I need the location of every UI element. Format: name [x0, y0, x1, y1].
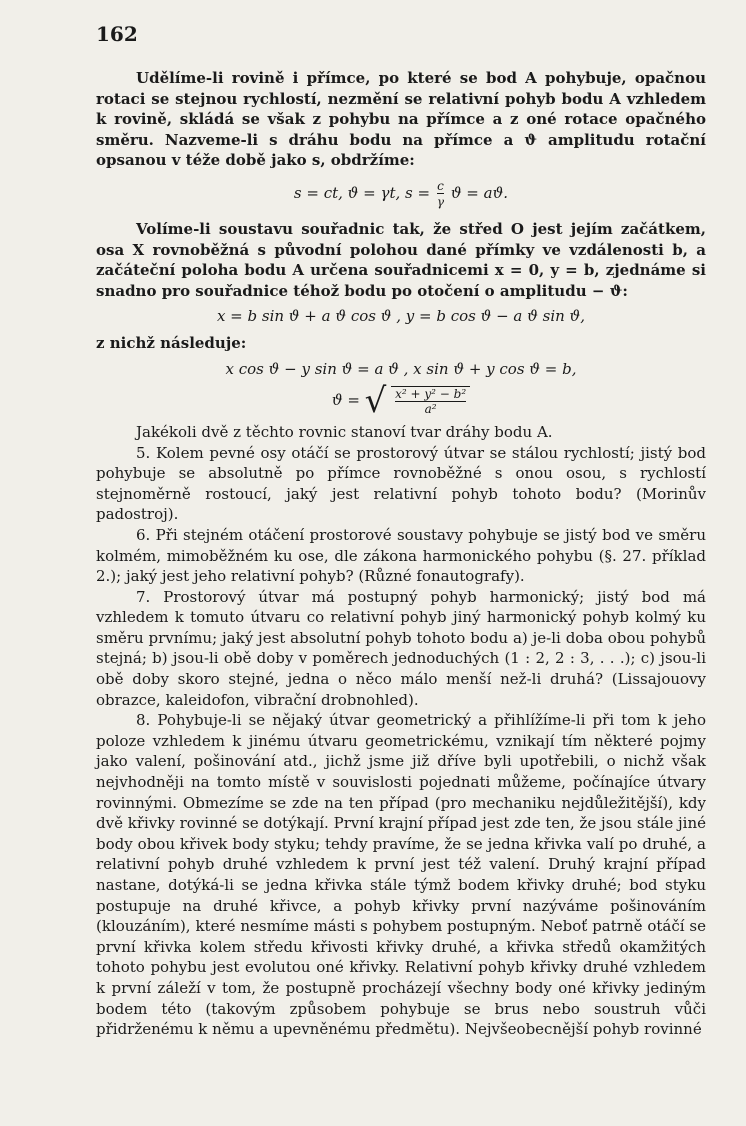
- equation-1-fraction: [437, 179, 444, 209]
- paragraph-intro: Udělíme-li rovině i přímce, po které se bod A pohybuje, opačnou rotaci se stejnou rychlostí, nezmění se relativní pohyb bodu A vzhledem k rovině, skládá se však z pohybu na přímce a z oné rotace opačného směru. Nazveme-li s dráhu bodu na přímce a ϑ amplitudu rotační opsanou v téže době jako s, obdržíme:: [96, 69, 706, 170]
- sqrt-icon: √: [364, 380, 387, 421]
- equation-1-left: s = ct, ϑ = γt, s =: [293, 183, 431, 202]
- equation-4-left: ϑ =: [331, 390, 360, 409]
- paragraph-following: z nichž následuje:: [96, 334, 247, 353]
- paragraph-summary: Jakékoli dvě z těchto rovnic stanoví tvar dráhy bodu A.: [136, 422, 553, 441]
- page-text: [96, 68, 706, 1040]
- equation-1: [96, 179, 706, 209]
- equation-4-radical: [364, 380, 470, 421]
- equation-4-radicand: [391, 386, 470, 416]
- paragraph-exercise-8: 8. Pohybuje-li se nějaký útvar geometrický a přihlížíme-li při tom k jeho poloze vzhledem k jinému útvaru geometrickému, vznikají tím některé pojmy jako valení, pošinování atd., jichž jsme již dříve byli upotřebili, o nichž však nejvhodněji na tomto místě v souvislosti pojednati můžeme, počínajíce útvary rovinnými. Obmezíme se zde na ten případ (pro mechaniku nejdůležitější), kdy dvě křivky rovinné se dotýkají. První krajní případ jest zde ten, že jsou stále jiné body obou křivek body styku; tehdy pravíme, že se jedna křivka valí po druhé, a relativní pohyb druhé vzhledem k první jest též valení. Druhý krajní případ nastane, dotýká-li se jedna křivka stále týmž bodem křivky druhé; bod styku postupuje na druhé křivce, a pohyb křivky první nazýváme pošinováním (klouzáním), které nesmíme másti s pohybem postupným. Neboť patrně otáčí se první křivka kolem středu křivosti křivky druhé, a křivka středů okamžitých tohoto pohybu jest evolutou oné křivky. Relativní pohyb křivky druhé vzhledem k první záleží v tom, že postupně procházejí všechny body oné křivky jediným bodem této (takovým způsobem pohybuje se brus nebo soustruh vůči přidrženému k němu a upevněnému předmětu). Nejvšeobecnější pohyb rovinné: [96, 711, 706, 1039]
- equation-4-denominator: a²: [395, 401, 466, 416]
- equation-1-numerator: c: [437, 178, 444, 193]
- paragraph-exercise-5: 5. Kolem pevné osy otáčí se prostorový útvar se stálou rychlostí; jistý bod pohybuje se absolutně po přímce rovnoběžné s onou osou, s rychlostí stejnoměrně rostoucí, jaký jest relativní pohyb tohoto bodu? (Morinův padostroj).: [96, 443, 706, 524]
- equation-3: x cos ϑ − y sin ϑ = a ϑ , x sin ϑ + y cos ϑ = b,: [225, 359, 577, 378]
- page-number: 162: [96, 22, 138, 46]
- equation-1-right: ϑ = aϑ.: [450, 183, 509, 202]
- equation-4-numerator: x² + y² − b²: [395, 386, 467, 401]
- paragraph-coordinates: Volíme-li soustavu souřadnic tak, že střed O jest jejím začátkem, osa X rovnoběžná s původní polohou dané přímky ve vzdálenosti b, a začáteční poloha bodu A určena souřadnicemi x = 0, y = b, zjednáme si snadno pro souřadnice téhož bodu po otočení o amplitudu − ϑ:: [96, 219, 706, 300]
- paragraph-exercise-7: 7. Prostorový útvar má postupný pohyb harmonický; jistý bod má vzhledem k tomuto útvaru co relativní pohyb jiný harmonický pohyb kolmý ku směru prvnímu; jaký jest absolutní pohyb tohoto bodu a) je-li doba obou pohybů stejná; b) jsou-li obě doby v poměrech jednoduchých (1 : 2, 2 : 3, . . .); c) jsou-li obě doby skoro stejné, jedna o něco málo menší než-li druhá? (Lissajouovy obrazce, kaleidofon, vibrační drobnohled).: [96, 587, 706, 709]
- equation-1-denominator: γ: [436, 194, 445, 209]
- paragraph-exercise-6: 6. Při stejném otáčení prostorové soustavy pohybuje se jistý bod ve směru kolmém, mimoběžném ku ose, dle zákona harmonického pohybu (§. 27. příklad 2.); jaký jest jeho relativní pohyb? (Různé fonautografy).: [96, 525, 706, 586]
- equation-4: [96, 380, 706, 421]
- equation-2: x = b sin ϑ + a ϑ cos ϑ , y = b cos ϑ − a ϑ sin ϑ,: [216, 307, 586, 326]
